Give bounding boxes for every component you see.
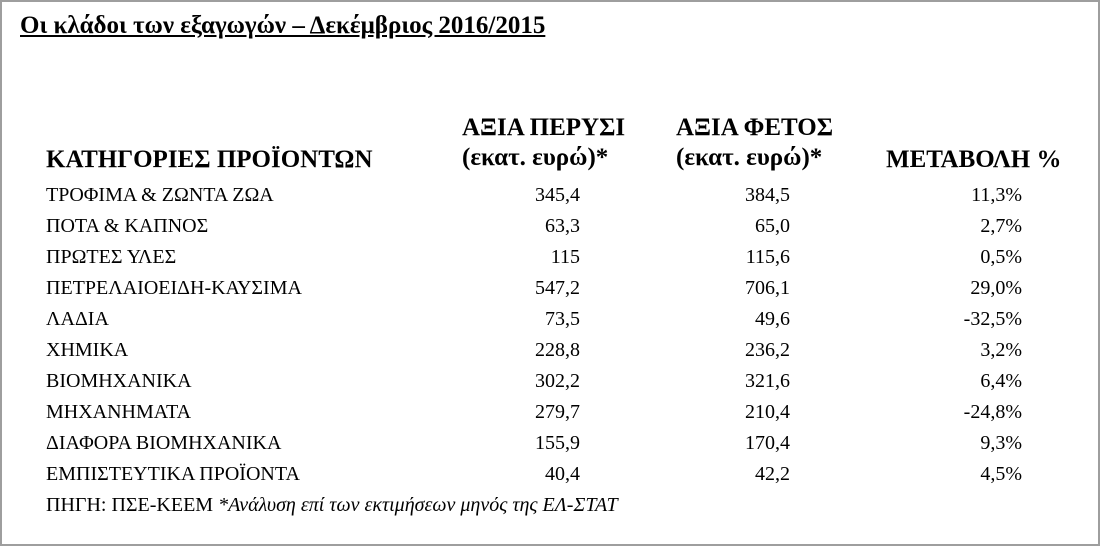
table-row: [0, 273, 1100, 304]
cell-current-value: 321,6: [745, 370, 790, 392]
cell-current-value: 65,0: [755, 215, 790, 237]
cell-current-value: 210,4: [745, 401, 790, 423]
cell-category: ΠΕΤΡΕΛΑΙΟΕΙΔΗ-ΚΑΥΣΙΜΑ: [46, 277, 302, 299]
table-row: [0, 242, 1100, 273]
header-category: ΚΑΤΗΓΟΡΙΕΣ ΠΡΟΪΟΝΤΩΝ: [46, 146, 373, 173]
header-change-percent: ΜΕΤΑΒΟΛΗ %: [886, 146, 1062, 173]
cell-current-value: 49,6: [755, 308, 790, 330]
source-footnote: *Ανάλυση επί των εκτιμήσεων μηνός της ΕΛ-ΣΤΑΤ: [218, 494, 618, 516]
cell-category: ΧΗΜΙΚΑ: [46, 339, 129, 361]
cell-category: ΠΡΩΤΕΣ ΥΛΕΣ: [46, 246, 177, 268]
cell-change-percent: 9,3%: [980, 432, 1022, 454]
cell-category: ΔΙΑΦΟΡΑ ΒΙΟΜΗΧΑΝΙΚΑ: [46, 432, 282, 454]
cell-change-percent: -32,5%: [963, 308, 1022, 330]
cell-change-percent: 6,4%: [980, 370, 1022, 392]
cell-previous-value: 547,2: [535, 277, 580, 299]
table-row: [0, 459, 1100, 490]
cell-previous-value: 228,8: [535, 339, 580, 361]
table-row: [0, 397, 1100, 428]
cell-change-percent: 0,5%: [980, 246, 1022, 268]
header-current-value-unit: (εκατ. ευρώ)*: [676, 144, 823, 171]
cell-category: ΕΜΠΙΣΤΕΥΤΙΚΑ ΠΡΟΪΟΝΤΑ: [46, 463, 300, 485]
header-previous-value-title: ΑΞΙΑ ΠΕΡΥΣΙ: [462, 114, 626, 141]
cell-current-value: 170,4: [745, 432, 790, 454]
table-row: [0, 428, 1100, 459]
header-previous-value: [462, 113, 625, 173]
table-row: [0, 304, 1100, 335]
cell-previous-value: 40,4: [545, 463, 580, 485]
table-row: [0, 366, 1100, 397]
cell-change-percent: 3,2%: [980, 339, 1022, 361]
cell-category: ΠΟΤΑ & ΚΑΠΝΟΣ: [46, 215, 209, 237]
table-row: [0, 211, 1100, 242]
cell-change-percent: 2,7%: [980, 215, 1022, 237]
cell-change-percent: 4,5%: [980, 463, 1022, 485]
source-note: [46, 494, 618, 517]
cell-category: ΜΗΧΑΝΗΜΑΤΑ: [46, 401, 192, 423]
cell-category: ΒΙΟΜΗΧΑΝΙΚΑ: [46, 370, 192, 392]
cell-previous-value: 73,5: [545, 308, 580, 330]
cell-current-value: 115,6: [745, 246, 790, 268]
header-current-value-title: ΑΞΙΑ ΦΕΤΟΣ: [676, 114, 834, 141]
page-title: Οι κλάδοι των εξαγωγών – Δεκέμβριος 2016/2015: [20, 12, 546, 39]
cell-current-value: 42,2: [755, 463, 790, 485]
cell-previous-value: 63,3: [545, 215, 580, 237]
cell-current-value: 236,2: [745, 339, 790, 361]
cell-current-value: 706,1: [745, 277, 790, 299]
cell-change-percent: 29,0%: [970, 277, 1022, 299]
cell-category: ΛΑΔΙΑ: [46, 308, 109, 330]
header-previous-value-unit: (εκατ. ευρώ)*: [462, 144, 609, 171]
cell-previous-value: 302,2: [535, 370, 580, 392]
source-label: ΠΗΓΗ: ΠΣΕ-ΚΕΕΜ: [46, 494, 214, 516]
cell-previous-value: 345,4: [535, 184, 580, 206]
cell-category: ΤΡΟΦΙΜΑ & ΖΩΝΤΑ ΖΩΑ: [46, 184, 274, 206]
table-row: [0, 180, 1100, 211]
cell-previous-value: 155,9: [535, 432, 580, 454]
cell-change-percent: -24,8%: [963, 401, 1022, 423]
header-current-value: [676, 113, 833, 173]
cell-previous-value: 115: [550, 246, 580, 268]
cell-current-value: 384,5: [745, 184, 790, 206]
cell-previous-value: 279,7: [535, 401, 580, 423]
cell-change-percent: 11,3%: [971, 184, 1022, 206]
table-body: [0, 180, 1100, 490]
table-row: [0, 335, 1100, 366]
